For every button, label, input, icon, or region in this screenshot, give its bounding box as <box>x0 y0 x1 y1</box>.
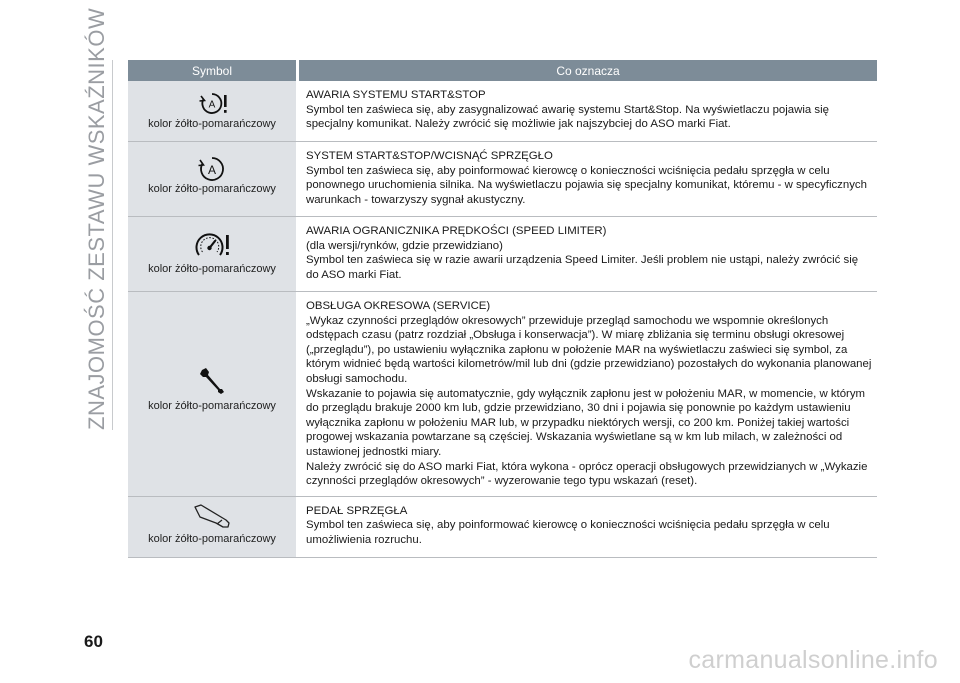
meaning-cell <box>299 496 877 557</box>
row-title: OBSŁUGA OKRESOWA (SERVICE) <box>306 300 491 312</box>
page-number: 60 <box>84 632 103 651</box>
symbol-cell <box>128 496 296 557</box>
side-section-title: ZNAJOMOŚĆ ZESTAWU WSKAŹNIKÓW <box>84 7 109 430</box>
table-row <box>128 292 877 497</box>
wrench-service-icon <box>198 366 226 396</box>
table-row <box>128 142 877 217</box>
row-title: AWARIA SYSTEMU START&STOP <box>306 89 486 101</box>
meaning-cell <box>299 142 877 217</box>
svg-text:A: A <box>208 99 216 111</box>
symbol-cell <box>128 142 296 217</box>
start-stop-clutch-icon <box>197 155 227 183</box>
side-divider <box>112 60 113 430</box>
color-label: kolor żółto-pomarańczowy <box>148 400 276 412</box>
clutch-pedal-icon <box>192 503 232 531</box>
table-row <box>128 496 877 557</box>
watermark: carmanualsonline.info <box>688 646 938 674</box>
row-title: SYSTEM START&STOP/WCISNĄĆ SPRZĘGŁO <box>306 150 553 162</box>
row-text: Symbol ten zaświeca się, aby poinformować kierowcę o konieczności wciśnięcia pedału sprzęgła w celu ponownego uruchomienia silnika. Na wyświetlaczu pojawia się specjalny komunikat, któremu - w specyficznych warunkach - towarzyszy sygnał akustyczny. <box>306 164 867 206</box>
row-text: Wskazanie to pojawia się automatycznie, gdy wyłącznik zapłonu jest w położeniu MAR, w momencie, w którym do przeglądu brakuje 2000 km lub, gdzie przewidziano, 30 dni i pojawia się ponownie po każdym ustawieniu wyłącznika zapłonu w położeniu MAR lub, w przypadku niektórych wersji, co 200 km. Poniżej takiej wartości progowej wskazania powtarzane są częściej. Wskazania wyświetlane są w km lub milach, w zależności od ustawionej jednostki miary. <box>306 387 866 458</box>
row-text: „Wykaz czynności przeglądów okresowych” przewiduje przegląd samochodu we wspomnie określonych odstępach czasu (patrz rozdział „Obsługa i konserwacja”). W miarę zbliżania się terminu obsługi okresowej („przeglądu”), po ustawieniu wyłącznika zapłonu w położenie MAR na wyświetlaczu zaświeci się symbol, za którym widnieć będą wartości kilometrów/mil lub dni (gdzie przewidziano) pozostałych do wykonania planowanej obsługi samochodu. <box>306 314 872 385</box>
table-header-row <box>128 60 877 81</box>
color-label: kolor żółto-pomarańczowy <box>148 263 276 275</box>
row-text: Symbol ten zaświeca się w razie awarii urządzenia Speed Limiter. Jeśli problem nie ustąpi, należy zwrócić się do ASO marki Fiat. <box>306 254 859 281</box>
header-meaning: Co oznacza <box>299 60 877 81</box>
symbol-cell <box>128 81 296 142</box>
meaning-cell <box>299 81 877 142</box>
color-label: kolor żółto-pomarańczowy <box>148 532 276 545</box>
speed-limiter-failure-icon <box>190 229 234 263</box>
start-stop-failure-icon <box>192 91 232 117</box>
table-row <box>128 81 877 142</box>
row-text: Symbol ten zaświeca się, aby zasygnalizować awarię systemu Start&Stop. Na wyświetlaczu pojawia się specjalny komunikat. Należy zwrócić się możliwie jak najszybciej do ASO marki Fiat. <box>306 103 829 131</box>
table-row <box>128 217 877 292</box>
color-label: kolor żółto-pomarańczowy <box>148 118 276 130</box>
header-symbol: Symbol <box>128 60 296 81</box>
row-text: Symbol ten zaświeca się, aby poinformować kierowcę o konieczności wciśnięcia pedału sprzęgła w celu umożliwienia rozruchu. <box>306 519 830 546</box>
meaning-cell <box>299 292 877 497</box>
svg-text:A: A <box>207 163 217 177</box>
row-title: PEDAŁ SPRZĘGŁA <box>306 504 408 517</box>
symbol-cell <box>128 217 296 292</box>
indicator-table <box>128 60 877 558</box>
row-title: AWARIA OGRANICZNIKA PRĘDKOŚCI (SPEED LIMITER) <box>306 225 607 237</box>
row-text: Należy zwrócić się do ASO marki Fiat, która wykona - oprócz operacji obsługowych przewidzianych w „Wykazie czynności przeglądów okresowych” - wyzerowanie tego typu wskazań (reset). <box>306 460 868 488</box>
meaning-cell <box>299 217 877 292</box>
row-text: (dla wersji/rynków, gdzie przewidziano) <box>306 239 503 252</box>
color-label: kolor żółto-pomarańczowy <box>148 183 276 195</box>
symbol-cell <box>128 292 296 497</box>
